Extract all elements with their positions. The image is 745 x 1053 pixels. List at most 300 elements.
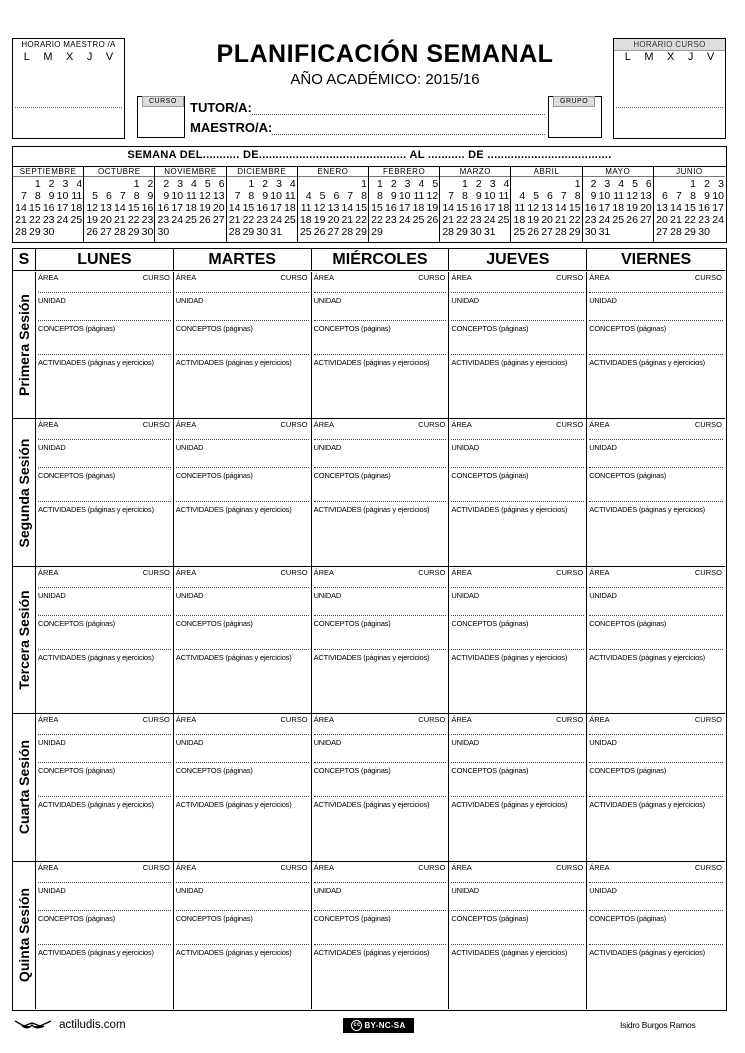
semana-line[interactable]: SEMANA DEL........... DE............................................ AL ........... DE .....................................: [127, 149, 612, 161]
calendar-day: [668, 178, 682, 190]
planning-cell[interactable]: [174, 714, 312, 861]
calendar-day: 19: [199, 202, 211, 214]
writing-line: [451, 944, 584, 945]
calendar-day: [638, 226, 652, 238]
calendar-day: 6: [218, 178, 225, 190]
calendar-day: 13: [640, 190, 652, 202]
calendar-day: 11: [71, 190, 83, 202]
calendar-day: 15: [684, 202, 696, 214]
actividades-label: ACTIVIDADES (páginas y ejercicios): [451, 505, 568, 515]
session-name: Segunda Sesión: [16, 438, 32, 548]
writing-line: [38, 796, 171, 797]
calendar-day: 15: [371, 202, 383, 214]
actividades-label: ACTIVIDADES (páginas y ejercicios): [38, 505, 154, 515]
calendar-day: 5: [632, 178, 638, 190]
calendar-day: 11: [613, 190, 625, 202]
curso-label: CURSO: [280, 862, 308, 872]
curso-label: CURSO: [280, 715, 308, 725]
day-header-0: LUNES: [36, 249, 174, 271]
calendar-day: 10: [712, 190, 724, 202]
planning-cell[interactable]: [587, 272, 725, 419]
calendar-day: 16: [470, 202, 482, 214]
calendar-day: [183, 226, 197, 238]
calendar-day: 26: [313, 226, 326, 238]
conceptos-label: CONCEPTOS (páginas): [589, 766, 667, 776]
calendar-day: 14: [15, 202, 27, 214]
writing-line: [451, 467, 584, 468]
calendar-day: 11: [185, 190, 197, 202]
curso-label: CURSO: [694, 715, 722, 725]
calendar-day: [339, 178, 353, 190]
calendar-day: 22: [568, 214, 581, 226]
calendar-day: 27: [640, 214, 652, 226]
writing-line: [589, 649, 723, 650]
footer-site[interactable]: actiludis.com: [59, 1018, 126, 1031]
session-name: Quinta Sesión: [16, 888, 32, 983]
calendar-day: 13: [541, 202, 553, 214]
calendar-day: 12: [199, 190, 211, 202]
calendar-day: 5: [533, 190, 540, 202]
unidad-label: UNIDAD: [451, 296, 479, 305]
unidad-label: UNIDAD: [451, 885, 479, 895]
license-badge: [343, 1018, 414, 1033]
area-label: ÁREA: [175, 273, 197, 282]
writing-line: [314, 649, 447, 650]
day-initial: V: [706, 51, 715, 63]
calendar-day: 29: [355, 226, 367, 238]
calendar-day: 15: [355, 202, 367, 214]
month-days: [84, 177, 154, 238]
calendar-day: 1: [361, 178, 367, 190]
calendar-day: 14: [341, 202, 354, 214]
planning-cell[interactable]: [174, 419, 312, 566]
month-name: FEBRERO: [369, 167, 439, 177]
calendar-day: 3: [276, 178, 282, 190]
month-name: ABRIL: [511, 167, 581, 177]
planning-cell[interactable]: [36, 714, 174, 861]
writing-line: [589, 320, 723, 321]
planning-cell[interactable]: [449, 419, 587, 566]
calendar-day: 16: [141, 202, 154, 214]
writing-line: [38, 467, 171, 468]
calendar-day: 23: [698, 214, 710, 226]
writing-line: [451, 649, 584, 650]
day-initial: X: [66, 51, 74, 63]
actividades-label: ACTIVIDADES (páginas y ejercicios): [451, 800, 568, 810]
month-name: OCTUBRE: [84, 167, 154, 177]
unidad-label: UNIDAD: [38, 296, 66, 305]
calendar-day: 6: [106, 190, 112, 202]
writing-line: [15, 107, 122, 108]
calendar-day: 25: [185, 214, 197, 226]
actividades-label: ACTIVIDADES (páginas y ejercicios): [451, 947, 568, 957]
planning-cell[interactable]: [449, 714, 587, 861]
actividades-label: ACTIVIDADES (páginas y ejercicios): [313, 358, 430, 367]
calendar-day: [112, 178, 126, 190]
calendar-day: 20: [100, 214, 112, 226]
area-label: ÁREA: [589, 715, 610, 725]
planning-cell[interactable]: [174, 272, 312, 419]
license-text: BY-NC-SA: [364, 1021, 406, 1030]
actividades-label: ACTIVIDADES (páginas y ejercicios): [313, 947, 430, 957]
planning-cell[interactable]: [312, 567, 450, 714]
calendar-day: 13: [100, 202, 112, 214]
calendar-day: 2: [262, 178, 269, 190]
session-label-cell: [13, 272, 36, 419]
actividades-label: ACTIVIDADES (páginas y ejercicios): [589, 652, 705, 662]
session-name: Primera Sesión: [16, 294, 32, 397]
writing-line: [38, 762, 171, 763]
writing-line: [314, 762, 447, 763]
planning-cell[interactable]: [312, 419, 450, 566]
month-febrero: [369, 167, 440, 242]
planning-cell[interactable]: [449, 567, 587, 714]
area-label: ÁREA: [38, 273, 59, 282]
calendar-day: 28: [15, 226, 27, 238]
writing-line: [314, 910, 447, 911]
writing-line: [314, 734, 447, 735]
actividades-label: ACTIVIDADES (páginas y ejercicios): [589, 358, 705, 367]
calendar-day: 5: [92, 190, 99, 202]
calendar-day: 20: [327, 214, 340, 226]
conceptos-label: CONCEPTOS (páginas): [38, 471, 115, 481]
unidad-label: UNIDAD: [451, 738, 479, 748]
writing-line: [451, 320, 584, 321]
day-initial: J: [86, 51, 93, 63]
calendar-day: 23: [42, 214, 55, 226]
conceptos-label: CONCEPTOS (páginas): [589, 471, 667, 481]
horario-maestro-label: HORARIO MAESTRO /A: [21, 40, 116, 49]
calendar-day: 4: [76, 178, 83, 190]
actividades-label: ACTIVIDADES (páginas y ejercicios): [38, 800, 154, 810]
calendar-day: 14: [114, 202, 126, 214]
planning-cell[interactable]: [174, 862, 312, 1009]
area-label: ÁREA: [38, 420, 59, 430]
writing-line: [589, 910, 723, 911]
calendar-day: 18: [513, 214, 526, 226]
calendar-day: 21: [228, 214, 241, 226]
planning-cell[interactable]: [36, 862, 174, 1009]
area-label: ÁREA: [313, 273, 335, 282]
curso-label: CURSO: [418, 862, 446, 872]
calendar-day: [397, 226, 411, 238]
month-junio: [654, 167, 725, 242]
footer-author: Isidro Burgos Ramos: [620, 1020, 696, 1030]
calendar-day: 27: [327, 226, 340, 238]
unidad-label: UNIDAD: [451, 590, 479, 600]
calendar-day: 28: [442, 226, 455, 238]
calendar-day: 29: [568, 226, 581, 238]
session-name: Tercera Sesión: [16, 590, 32, 690]
writing-line: [451, 762, 584, 763]
planning-cell[interactable]: [587, 862, 725, 1009]
planning-cell[interactable]: [312, 714, 450, 861]
calendar-day: 30: [698, 226, 710, 238]
calendar-day: 25: [497, 214, 510, 226]
writing-line: [314, 796, 447, 797]
calendar-day: 24: [712, 214, 724, 226]
curso-label: CURSO: [556, 715, 584, 725]
calendar-day: [496, 226, 510, 238]
calendar-day: 7: [560, 190, 567, 202]
day-header-4: VIERNES: [587, 249, 725, 271]
calendar-day: 13: [212, 190, 225, 202]
calendar-day: 16: [256, 202, 269, 214]
calendar-day: 8: [376, 190, 383, 202]
planning-cell[interactable]: [36, 567, 174, 714]
calendar-day: 9: [163, 190, 170, 202]
area-label: ÁREA: [38, 862, 59, 872]
session-name: Cuarta Sesión: [16, 740, 32, 835]
calendar-day: 31: [483, 226, 496, 238]
month-days: [511, 177, 581, 238]
calendar-day: [68, 226, 82, 238]
horario-maestro-box: [12, 38, 125, 139]
calendar-day: 23: [157, 214, 170, 226]
unidad-label: UNIDAD: [589, 738, 617, 748]
calendar-day: [13, 178, 27, 190]
calendar-day: 1: [462, 178, 468, 190]
writing-line: [451, 910, 584, 911]
calendar-day: 18: [185, 202, 197, 214]
calendar-day: 28: [555, 226, 567, 238]
planning-cell[interactable]: [174, 567, 312, 714]
day-initial: L: [23, 51, 30, 63]
curso-label: CURSO: [280, 273, 308, 282]
day-initial: V: [105, 51, 114, 63]
calendar-day: [411, 226, 425, 238]
calendar-day: 29: [127, 226, 140, 238]
calendar-day: 2: [390, 178, 397, 190]
writing-line: [38, 910, 171, 911]
calendar-day: 7: [448, 190, 455, 202]
actividades-label: ACTIVIDADES (páginas y ejercicios): [175, 947, 292, 957]
day-initial: M: [644, 51, 654, 63]
horario-maestro-days: [13, 51, 124, 63]
calendar-day: 23: [384, 214, 397, 226]
calendar-day: 26: [86, 226, 99, 238]
writing-line: [589, 762, 723, 763]
calendar-day: 18: [299, 214, 312, 226]
calendar-day: 6: [645, 178, 652, 190]
unidad-label: UNIDAD: [38, 590, 66, 600]
calendar-day: 23: [256, 214, 269, 226]
writing-line: [176, 649, 309, 650]
conceptos-label: CONCEPTOS (páginas): [38, 324, 115, 333]
calendar-day: 31: [270, 226, 282, 238]
calendar-day: 2: [147, 178, 154, 190]
planning-cell[interactable]: [449, 862, 587, 1009]
calendar-day: 9: [147, 190, 154, 202]
planning-cell[interactable]: [312, 862, 450, 1009]
calendar-day: 10: [270, 190, 282, 202]
calendar-day: 21: [555, 214, 567, 226]
unidad-label: UNIDAD: [175, 590, 204, 600]
horario-curso-days: [614, 51, 725, 63]
calendar-day: 8: [690, 190, 696, 202]
writing-line: [616, 107, 723, 108]
calendar-day: 5: [319, 190, 326, 202]
curso-label: CURSO: [142, 567, 170, 577]
month-days: [298, 177, 368, 238]
writing-line: [314, 882, 447, 883]
calendar-day: 22: [242, 214, 255, 226]
conceptos-label: CONCEPTOS (páginas): [451, 913, 529, 923]
month-name: ENERO: [298, 167, 368, 177]
calendar-day: 13: [327, 202, 340, 214]
area-label: ÁREA: [589, 567, 610, 577]
calendar-day: 11: [498, 190, 510, 202]
writing-line: [314, 320, 447, 321]
calendar-day: [325, 178, 339, 190]
calendar-day: [298, 178, 312, 190]
planning-cell[interactable]: [312, 272, 450, 419]
area-label: ÁREA: [589, 420, 610, 430]
planning-cell[interactable]: [587, 567, 725, 714]
calendar-day: 22: [127, 214, 140, 226]
writing-line: [451, 292, 584, 293]
area-label: ÁREA: [313, 862, 335, 872]
calendar-day: 12: [626, 190, 638, 202]
calendar-day: 17: [270, 202, 282, 214]
day-header-1: MARTES: [174, 249, 312, 271]
writing-line: [176, 762, 309, 763]
calendar-day: 19: [313, 214, 326, 226]
calendar-day: 18: [412, 202, 425, 214]
calendar-day: 25: [70, 214, 83, 226]
unidad-label: UNIDAD: [38, 885, 66, 895]
unidad-label: UNIDAD: [589, 590, 617, 600]
conceptos-label: CONCEPTOS (páginas): [313, 913, 391, 923]
writing-line: [589, 796, 723, 797]
planning-cell[interactable]: [36, 419, 174, 566]
calendar-day: 1: [690, 178, 696, 190]
unidad-label: UNIDAD: [175, 443, 204, 453]
horario-curso-box: [613, 38, 726, 139]
calendar-day: [654, 178, 668, 190]
maestro-field[interactable]: [190, 120, 545, 137]
calendar-day: 8: [361, 190, 367, 202]
calendar-day: 10: [171, 190, 184, 202]
planning-cell[interactable]: [587, 419, 725, 566]
calendar-day: 30: [256, 226, 269, 238]
writing-line: [176, 944, 309, 945]
writing-line: [176, 439, 309, 440]
calendar-day: 17: [171, 202, 184, 214]
calendar-day: 28: [114, 226, 126, 238]
calendar-day: 30: [470, 226, 482, 238]
writing-line: [451, 796, 584, 797]
calendar-day: 4: [191, 178, 197, 190]
calendar-day: [197, 226, 211, 238]
calendar-day: 3: [177, 178, 184, 190]
calendar-day: 15: [127, 202, 140, 214]
calendar-day: [55, 226, 69, 238]
conceptos-label: CONCEPTOS (páginas): [589, 618, 667, 628]
calendar-day: 12: [86, 202, 99, 214]
calendar-day: 10: [598, 190, 611, 202]
calendar-day: 26: [527, 226, 540, 238]
writing-line: [38, 320, 171, 321]
calendar-day: 18: [284, 202, 296, 214]
calendar-day: 19: [426, 202, 439, 214]
calendar-day: 4: [418, 178, 425, 190]
calendar-day: 2: [48, 178, 55, 190]
session-label-cell: [13, 567, 36, 714]
calendar-day: 1: [133, 178, 140, 190]
calendar-day: 24: [598, 214, 611, 226]
actividades-label: ACTIVIDADES (páginas y ejercicios): [313, 505, 430, 515]
calendar-day: 18: [70, 202, 83, 214]
month-septiembre: [13, 167, 84, 242]
calendar-day: 4: [289, 178, 296, 190]
actividades-label: ACTIVIDADES (páginas y ejercicios): [175, 652, 292, 662]
month-days: [440, 177, 510, 238]
calendar-day: 30: [42, 226, 55, 238]
calendar-day: 17: [483, 202, 496, 214]
calendar-day: 2: [590, 178, 597, 190]
area-label: ÁREA: [313, 420, 335, 430]
calendar-day: [440, 178, 454, 190]
month-octubre: [84, 167, 155, 242]
conceptos-label: CONCEPTOS (páginas): [313, 618, 391, 628]
unidad-label: UNIDAD: [38, 443, 66, 453]
calendar-day: [211, 226, 225, 238]
unidad-label: UNIDAD: [38, 738, 66, 748]
calendar-day: 26: [199, 214, 211, 226]
calendar-day: 29: [371, 226, 383, 238]
conceptos-label: CONCEPTOS (páginas): [589, 324, 667, 333]
writing-line: [176, 587, 309, 588]
calendar-day: 30: [157, 226, 170, 238]
planning-cell[interactable]: [36, 272, 174, 419]
planning-cell[interactable]: [449, 272, 587, 419]
actividades-label: ACTIVIDADES (páginas y ejercicios): [451, 652, 568, 662]
area-label: ÁREA: [175, 567, 197, 577]
calendar-day: [312, 178, 326, 190]
area-label: ÁREA: [589, 862, 610, 872]
unidad-label: UNIDAD: [313, 738, 342, 748]
writing-line: [314, 439, 447, 440]
area-label: ÁREA: [313, 715, 335, 725]
calendar-day: 12: [426, 190, 439, 202]
writing-line: [589, 354, 723, 355]
writing-line: [451, 734, 584, 735]
page-title: PLANIFICACIÓN SEMANAL: [216, 40, 554, 68]
area-label: ÁREA: [451, 862, 472, 872]
calendar-day: 20: [640, 202, 652, 214]
grupo-box[interactable]: [548, 96, 602, 138]
calendar-day: 22: [684, 214, 696, 226]
calendar-day: 5: [204, 178, 211, 190]
calendar-day: 22: [371, 214, 383, 226]
calendar-day: 18: [497, 202, 510, 214]
calendar-day: 15: [28, 202, 41, 214]
calendar-day: 16: [42, 202, 55, 214]
writing-line: [176, 796, 309, 797]
curso-label: CURSO: [142, 715, 170, 725]
calendar-day: 21: [341, 214, 354, 226]
writing-line: [589, 615, 723, 616]
unidad-label: UNIDAD: [175, 738, 204, 748]
curso-box[interactable]: [137, 96, 185, 138]
calendar-day: 2: [704, 178, 710, 190]
calendar-day: 10: [398, 190, 411, 202]
tutor-field[interactable]: [190, 100, 545, 117]
calendar-day: 15: [568, 202, 581, 214]
planning-cell[interactable]: [587, 714, 725, 861]
calendar-day: 29: [456, 226, 468, 238]
